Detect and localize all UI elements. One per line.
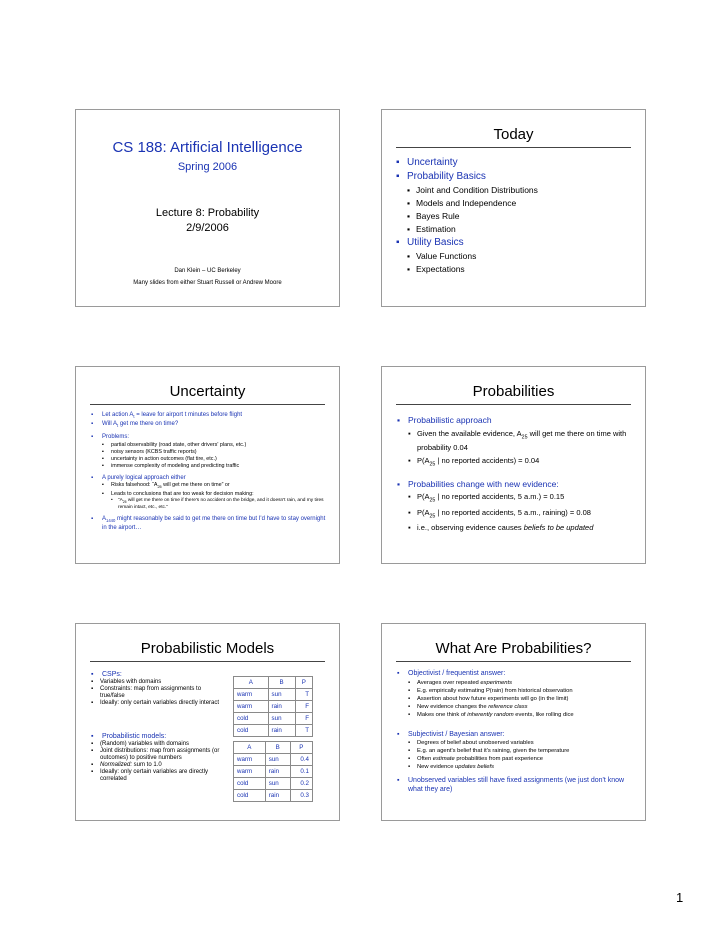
- slide-today: [381, 109, 646, 307]
- table-cell: 0.4: [290, 754, 312, 766]
- title-divider: [396, 404, 631, 405]
- uncertainty-list: [91, 412, 329, 533]
- table-row: [234, 766, 313, 778]
- table-header: B: [265, 742, 290, 754]
- page-number: 1: [676, 890, 684, 905]
- table-cell: warm: [234, 766, 266, 778]
- list-item: ▪ Given the available evidence, $A_{25}$ will get me there on time with probability 0.04: [408, 429, 635, 453]
- list-item: ▪ Subjectivist / Bayesian answer: ▪ Degrees of belief about unobserved variables ▪ E.g. an agent's belief that it's raining, given the temperature ▪ Often estimate probabilities from past experience ▪ New evidence updates beliefs: [397, 731, 637, 772]
- table-cell: warm: [234, 689, 269, 701]
- list-item: ▪ Will $A_t$ get me there on time?: [91, 421, 329, 430]
- table-cell: rain: [265, 790, 290, 802]
- table-header-row: [234, 742, 313, 754]
- table-row: [234, 689, 313, 701]
- csp-table: [233, 676, 313, 737]
- table-row: [234, 790, 313, 802]
- list-item: ▪ Risks falsehood: “$A_{25}$ will get me there on time” or: [102, 482, 329, 491]
- table-cell: 0.1: [290, 766, 312, 778]
- list-item: ▪ Uncertainty: [396, 156, 635, 170]
- table-header: P: [295, 677, 312, 689]
- list-item: ▪ Constraints: map from assignments to true/false: [91, 686, 226, 700]
- table-cell: cold: [234, 790, 266, 802]
- table-header: P: [290, 742, 312, 754]
- lecture-date: 2/9/2006: [186, 222, 229, 234]
- models-heading: ▪ Probabilistic models:: [91, 733, 226, 741]
- list-item: ▪ $A_{1440}$ might reasonably be said to get me there on time but I'd have to stay overnight in the airport…: [91, 516, 329, 532]
- list-item: ▪ noisy sensors (KCBS traffic reports): [102, 449, 329, 456]
- table-header: A: [234, 742, 266, 754]
- table-row: [234, 701, 313, 713]
- list-item: ▪ Ideally: only certain variables directly interact: [91, 700, 226, 707]
- table-row: [234, 778, 313, 790]
- course-title: CS 188: Artificial Intelligence: [112, 139, 303, 156]
- table-cell: sun: [268, 689, 295, 701]
- list-item: ▪ New evidence changes the reference class: [408, 703, 637, 711]
- list-item: ▪ Models and Independence: [407, 197, 635, 210]
- list-item: ▪ Makes one think of inherently random events, like rolling dice: [408, 711, 637, 719]
- slide-title-probabilistic-models: Probabilistic Models: [140, 640, 275, 657]
- title-divider: [396, 661, 631, 662]
- csp-section: [91, 671, 226, 707]
- slide-title: [75, 109, 340, 307]
- models-section: [91, 733, 226, 783]
- table-cell: warm: [234, 754, 266, 766]
- table-cell: cold: [234, 778, 266, 790]
- list-item: ▪ $P(A_{25}$ | no reported accidents, 5 a.m.) = 0.15: [408, 492, 635, 506]
- table-row: [234, 713, 313, 725]
- author: Dan Klein – UC Berkeley: [174, 268, 241, 274]
- today-list: [396, 156, 635, 276]
- table-cell: cold: [234, 725, 269, 737]
- list-item: ▪ i.e., observing evidence causes beliefs to be updated: [408, 523, 635, 533]
- title-divider: [396, 147, 631, 148]
- table-cell: cold: [234, 713, 269, 725]
- list-item: ▪ Leads to conclusions that are too weak for decision making: • “$A_{25}$ will get me there on time if there's no accident on the bridge, and it doesn't rain, and my tires remain intact, etc., etc.”: [102, 491, 329, 511]
- list-item: ▪ Estimation: [407, 223, 635, 236]
- table-cell: rain: [268, 701, 295, 713]
- what-are-probabilities-list: [397, 670, 637, 794]
- table-cell: rain: [268, 725, 295, 737]
- course-term: Spring 2006: [177, 161, 238, 173]
- table-cell: 0.2: [290, 778, 312, 790]
- probabilities-list: [397, 415, 635, 533]
- list-item: ▪ Often estimate probabilities from past experience: [408, 755, 637, 763]
- slide-probabilistic-models: [75, 623, 340, 821]
- list-item: ▪ Normalized: sum to 1.0: [91, 762, 226, 769]
- title-divider: [90, 404, 325, 405]
- slide-uncertainty: [75, 366, 340, 564]
- list-item: ▪ Objectivist / frequentist answer: ▪ Averages over repeated experiments ▪ E.g. empirically estimating P(rain) from historical observation ▪ Assertion about how future experiments will go (in the limit) ▪ New evidence changes the reference class ▪ Makes one think of inherently random events, like rolling dice: [397, 670, 637, 719]
- list-item: ▪ Probabilities change with new evidence: ▪ $P(A_{25}$ | no reported accidents, 5 a.m.) = 0.15 ▪ $P(A_{25}$ | no reported accidents, 5 a.m., raining) = 0.08 ▪ i.e., observing evidence causes beliefs to be updated: [397, 479, 635, 533]
- list-item: ▪ Problems: ▪ partial observability (road state, other drivers' plans, etc.) ▪ noisy sensors (KCBS traffic reports) ▪ uncertainty in action outcomes (flat tire, etc.) ▪ immense complexity of modeling and predicting traffic: [91, 434, 329, 470]
- list-item: ▪ Bayes Rule: [407, 210, 635, 223]
- list-item: ▪ Value Functions: [407, 250, 635, 263]
- list-item: ▪ uncertainty in action outcomes (flat tire, etc.): [102, 456, 329, 463]
- slide-probabilities: [381, 366, 646, 564]
- list-item: ▪ E.g. empirically estimating P(rain) from historical observation: [408, 687, 637, 695]
- slide-title-today: Today: [493, 126, 534, 143]
- csp-heading: ▪ CSPs:: [91, 671, 226, 679]
- list-item: ▪ A purely logical approach either ▪ Risks falsehood: “$A_{25}$ will get me there on time” or ▪ Leads to conclusions that are too weak for decision making: • “$A_{25}$ will get me there on time if there's no accident on the bridge, and it doesn't rain, and my tires remain intact, etc., etc.”: [91, 475, 329, 512]
- slide-title-what-are-probabilities: What Are Probabilities?: [435, 640, 592, 657]
- table-cell: rain: [265, 766, 290, 778]
- list-item: ▪ Joint distributions: map from assignments (or outcomes) to positive numbers: [91, 748, 226, 762]
- list-item: ▪ Unobserved variables still have fixed assignments (we just don't know what they are): [397, 777, 637, 794]
- list-item: ▪ partial observability (road state, other drivers' plans, etc.): [102, 442, 329, 449]
- table-cell: warm: [234, 701, 269, 713]
- list-item: ▪ $P(A_{25}$ | no reported accidents) = 0.04: [408, 456, 635, 470]
- list-item: ▪ Joint and Condition Distributions: [407, 184, 635, 197]
- list-item: ▪ Ideally: only certain variables are directly correlated: [91, 769, 226, 783]
- list-item: ▪ Utility Basics ▪ Value Functions ▪ Expectations: [396, 236, 635, 276]
- list-item: ▪ Probability Basics ▪ Joint and Condition Distributions ▪ Models and Independence ▪ Bayes Rule ▪ Estimation: [396, 170, 635, 236]
- slide-what-are-probabilities: [381, 623, 646, 821]
- table-cell: T: [295, 689, 312, 701]
- list-item: ▪ Averages over repeated experiments: [408, 679, 637, 687]
- list-item: ▪ Variables with domains: [91, 679, 226, 686]
- list-item: ▪ immense complexity of modeling and predicting traffic: [102, 463, 329, 470]
- table-cell: sun: [265, 754, 290, 766]
- table-cell: sun: [265, 778, 290, 790]
- table-cell: 0.3: [290, 790, 312, 802]
- list-item: ▪ New evidence updates beliefs: [408, 763, 637, 771]
- joint-distribution-table: [233, 741, 313, 802]
- list-item: ▪ Let action $A_t$ = leave for airport t minutes before flight: [91, 412, 329, 421]
- table-cell: T: [295, 725, 312, 737]
- list-item: ▪ Expectations: [407, 263, 635, 276]
- table-cell: sun: [268, 713, 295, 725]
- table-cell: F: [295, 713, 312, 725]
- list-item: ▪ (Random) variables with domains: [91, 741, 226, 748]
- slide-title-uncertainty: Uncertainty: [169, 383, 246, 400]
- list-item: ▪ Assertion about how future experiments will go (in the limit): [408, 695, 637, 703]
- table-header-row: [234, 677, 313, 689]
- credit: Many slides from either Stuart Russell or Andrew Moore: [133, 280, 282, 286]
- list-item: ▪ Degrees of belief about unobserved variables: [408, 739, 637, 747]
- list-item: ▪ Probabilistic approach ▪ Given the available evidence, $A_{25}$ will get me there on time with probability 0.04 ▪ $P(A_{25}$ | no reported accidents) = 0.04: [397, 415, 635, 469]
- title-divider: [90, 661, 325, 662]
- list-item: ▪ $P(A_{25}$ | no reported accidents, 5 a.m., raining) = 0.08: [408, 508, 635, 522]
- table-header: A: [234, 677, 269, 689]
- list-item: • “$A_{25}$ will get me there on time if there's no accident on the bridge, and it doesn't rain, and my tires remain intact, etc., etc.”: [111, 498, 329, 511]
- table-cell: F: [295, 701, 312, 713]
- slide-title-probabilities: Probabilities: [472, 383, 555, 400]
- table-row: [234, 725, 313, 737]
- lecture-title: Lecture 8: Probability: [155, 207, 260, 219]
- table-header: B: [268, 677, 295, 689]
- table-row: [234, 754, 313, 766]
- list-item: ▪ E.g. an agent's belief that it's raining, given the temperature: [408, 747, 637, 755]
